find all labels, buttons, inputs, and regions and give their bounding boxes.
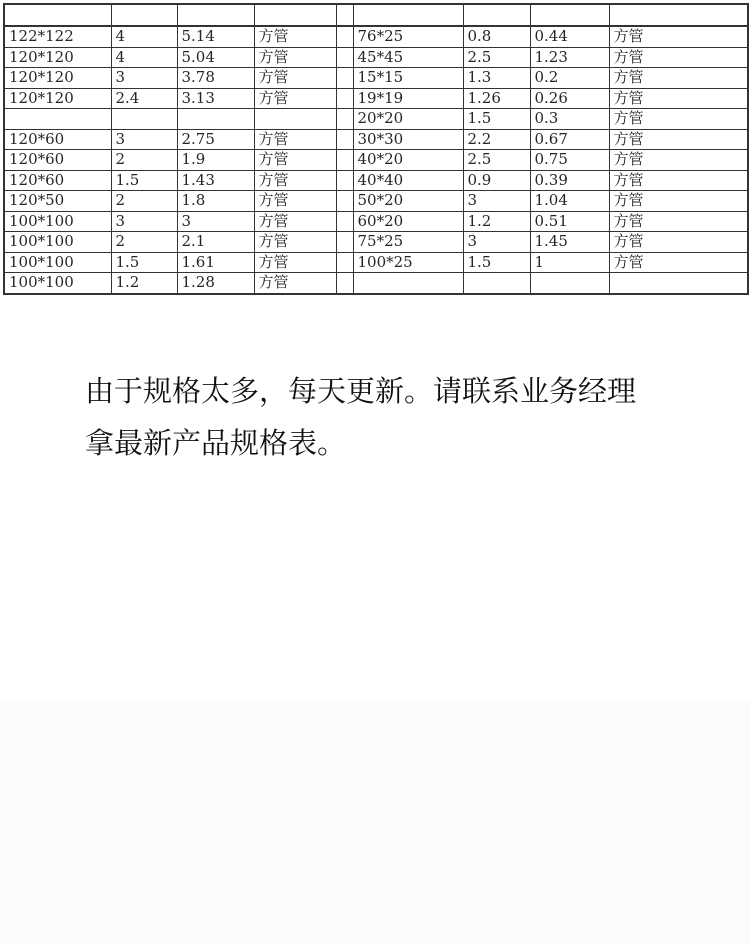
table-cell: 3: [177, 211, 254, 232]
table-cell: 60*20: [353, 211, 463, 232]
table-cell: 1.8: [177, 191, 254, 212]
table-cell: 0.3: [530, 109, 609, 130]
spacer-cell: [336, 68, 353, 89]
table-row: [4, 150, 748, 171]
table-cell: 1.9: [177, 150, 254, 171]
spacer-cell: [336, 211, 353, 232]
table-cell: 方管: [254, 88, 336, 109]
table-cell: 100*100: [4, 232, 111, 253]
table-cell: 2.2: [463, 129, 530, 150]
table-cell: 方管: [254, 211, 336, 232]
table-cell: [254, 4, 336, 26]
table-cell: 0.39: [530, 170, 609, 191]
table-cell: [111, 4, 177, 26]
table-cell: 1.28: [177, 273, 254, 294]
table-row: [4, 4, 748, 26]
note-text: [85, 365, 636, 469]
table-cell: 0.9: [463, 170, 530, 191]
table-cell: 0.67: [530, 129, 609, 150]
note-line-2: 拿最新产品规格表。: [85, 426, 347, 460]
table-row: [4, 211, 748, 232]
table-cell: [111, 109, 177, 130]
table-cell: 3.13: [177, 88, 254, 109]
table-cell: 方管: [609, 211, 748, 232]
footer-area: [0, 700, 750, 944]
table-row: [4, 191, 748, 212]
table-cell: 方管: [254, 129, 336, 150]
table-cell: 方管: [254, 26, 336, 47]
table-cell: 方管: [254, 170, 336, 191]
table-cell: 方管: [254, 273, 336, 294]
table-cell: 3: [463, 232, 530, 253]
table-cell: 1.5: [111, 170, 177, 191]
table-cell: 1.5: [463, 252, 530, 273]
table-cell: 0.51: [530, 211, 609, 232]
table-cell: 120*120: [4, 88, 111, 109]
table-cell: 1.2: [463, 211, 530, 232]
table-cell: [4, 109, 111, 130]
spacer-cell: [336, 4, 353, 26]
table-row: [4, 109, 748, 130]
table-cell: 3: [463, 191, 530, 212]
table-cell: 19*19: [353, 88, 463, 109]
spec-table-body: [4, 4, 748, 294]
table-cell: 方管: [254, 252, 336, 273]
table-cell: 100*25: [353, 252, 463, 273]
table-cell: 120*60: [4, 150, 111, 171]
spacer-cell: [336, 26, 353, 47]
table-cell: 75*25: [353, 232, 463, 253]
table-cell: [177, 4, 254, 26]
table-cell: 方管: [254, 150, 336, 171]
table-cell: 5.04: [177, 47, 254, 68]
note-line-1: 由于规格太多，每天更新。请联系业务经理: [85, 374, 637, 408]
table-cell: 120*60: [4, 129, 111, 150]
table-cell: 2: [111, 150, 177, 171]
table-cell: 2: [111, 191, 177, 212]
table-cell: 100*100: [4, 273, 111, 294]
spacer-cell: [336, 252, 353, 273]
table-cell: 120*50: [4, 191, 111, 212]
spacer-cell: [336, 47, 353, 68]
table-cell: 1.26: [463, 88, 530, 109]
table-cell: 30*30: [353, 129, 463, 150]
table-cell: 15*15: [353, 68, 463, 89]
table-cell: [463, 273, 530, 294]
table-cell: 方管: [254, 68, 336, 89]
table-cell: [463, 4, 530, 26]
table-cell: 2: [111, 232, 177, 253]
spacer-cell: [336, 88, 353, 109]
table-cell: 100*100: [4, 252, 111, 273]
table-row: [4, 232, 748, 253]
spacer-cell: [336, 129, 353, 150]
table-cell: 方管: [609, 232, 748, 253]
table-cell: 76*25: [353, 26, 463, 47]
table-cell: 3: [111, 129, 177, 150]
table-row: [4, 129, 748, 150]
table-cell: 3: [111, 211, 177, 232]
table-cell: 4: [111, 26, 177, 47]
table-cell: 3: [111, 68, 177, 89]
table-cell: 2.4: [111, 88, 177, 109]
table-cell: 2.75: [177, 129, 254, 150]
table-cell: 方管: [609, 170, 748, 191]
table-cell: 5.14: [177, 26, 254, 47]
spacer-cell: [336, 191, 353, 212]
table-cell: [177, 109, 254, 130]
table-cell: 1.23: [530, 47, 609, 68]
table-cell: 方管: [254, 232, 336, 253]
table-cell: 方管: [254, 191, 336, 212]
table-cell: 方管: [609, 129, 748, 150]
table-row: [4, 68, 748, 89]
table-cell: 122*122: [4, 26, 111, 47]
table-row: [4, 273, 748, 294]
spacer-cell: [336, 109, 353, 130]
table-cell: 2.1: [177, 232, 254, 253]
table-cell: 1.45: [530, 232, 609, 253]
table-cell: 2.5: [463, 150, 530, 171]
table-row: [4, 252, 748, 273]
table-cell: 40*20: [353, 150, 463, 171]
table-cell: 方管: [609, 109, 748, 130]
table-cell: 1.5: [463, 109, 530, 130]
table-cell: 50*20: [353, 191, 463, 212]
table-cell: 1.61: [177, 252, 254, 273]
table-cell: 40*40: [353, 170, 463, 191]
table-cell: [353, 4, 463, 26]
spacer-cell: [336, 170, 353, 191]
table-cell: [353, 273, 463, 294]
table-cell: 方管: [609, 47, 748, 68]
table-cell: 方管: [609, 88, 748, 109]
table-cell: [530, 4, 609, 26]
spec-table: [3, 3, 749, 295]
table-cell: 0.75: [530, 150, 609, 171]
table-row: [4, 170, 748, 191]
spacer-cell: [336, 232, 353, 253]
table-cell: 45*45: [353, 47, 463, 68]
table-cell: 1: [530, 252, 609, 273]
table-cell: [609, 4, 748, 26]
table-cell: 3.78: [177, 68, 254, 89]
table-cell: 120*60: [4, 170, 111, 191]
table-cell: 1.43: [177, 170, 254, 191]
table-cell: 0.2: [530, 68, 609, 89]
table-cell: 1.3: [463, 68, 530, 89]
table-row: [4, 26, 748, 47]
table-cell: 方管: [609, 191, 748, 212]
table-cell: 100*100: [4, 211, 111, 232]
table-cell: 0.8: [463, 26, 530, 47]
table-cell: 120*120: [4, 47, 111, 68]
table-cell: 0.44: [530, 26, 609, 47]
table-cell: 1.2: [111, 273, 177, 294]
table-cell: 1.04: [530, 191, 609, 212]
table-cell: 20*20: [353, 109, 463, 130]
table-cell: 方管: [609, 68, 748, 89]
table-cell: 4: [111, 47, 177, 68]
table-cell: 方管: [609, 150, 748, 171]
table-cell: 0.26: [530, 88, 609, 109]
table-cell: 方管: [609, 252, 748, 273]
table-cell: 120*120: [4, 68, 111, 89]
table-row: [4, 88, 748, 109]
table-cell: [609, 273, 748, 294]
table-row: [4, 47, 748, 68]
spacer-cell: [336, 273, 353, 294]
table-cell: 2.5: [463, 47, 530, 68]
table-cell: [530, 273, 609, 294]
spacer-cell: [336, 150, 353, 171]
table-cell: [254, 109, 336, 130]
table-cell: 方管: [254, 47, 336, 68]
table-cell: 方管: [609, 26, 748, 47]
table-cell: 1.5: [111, 252, 177, 273]
table-cell: [4, 4, 111, 26]
